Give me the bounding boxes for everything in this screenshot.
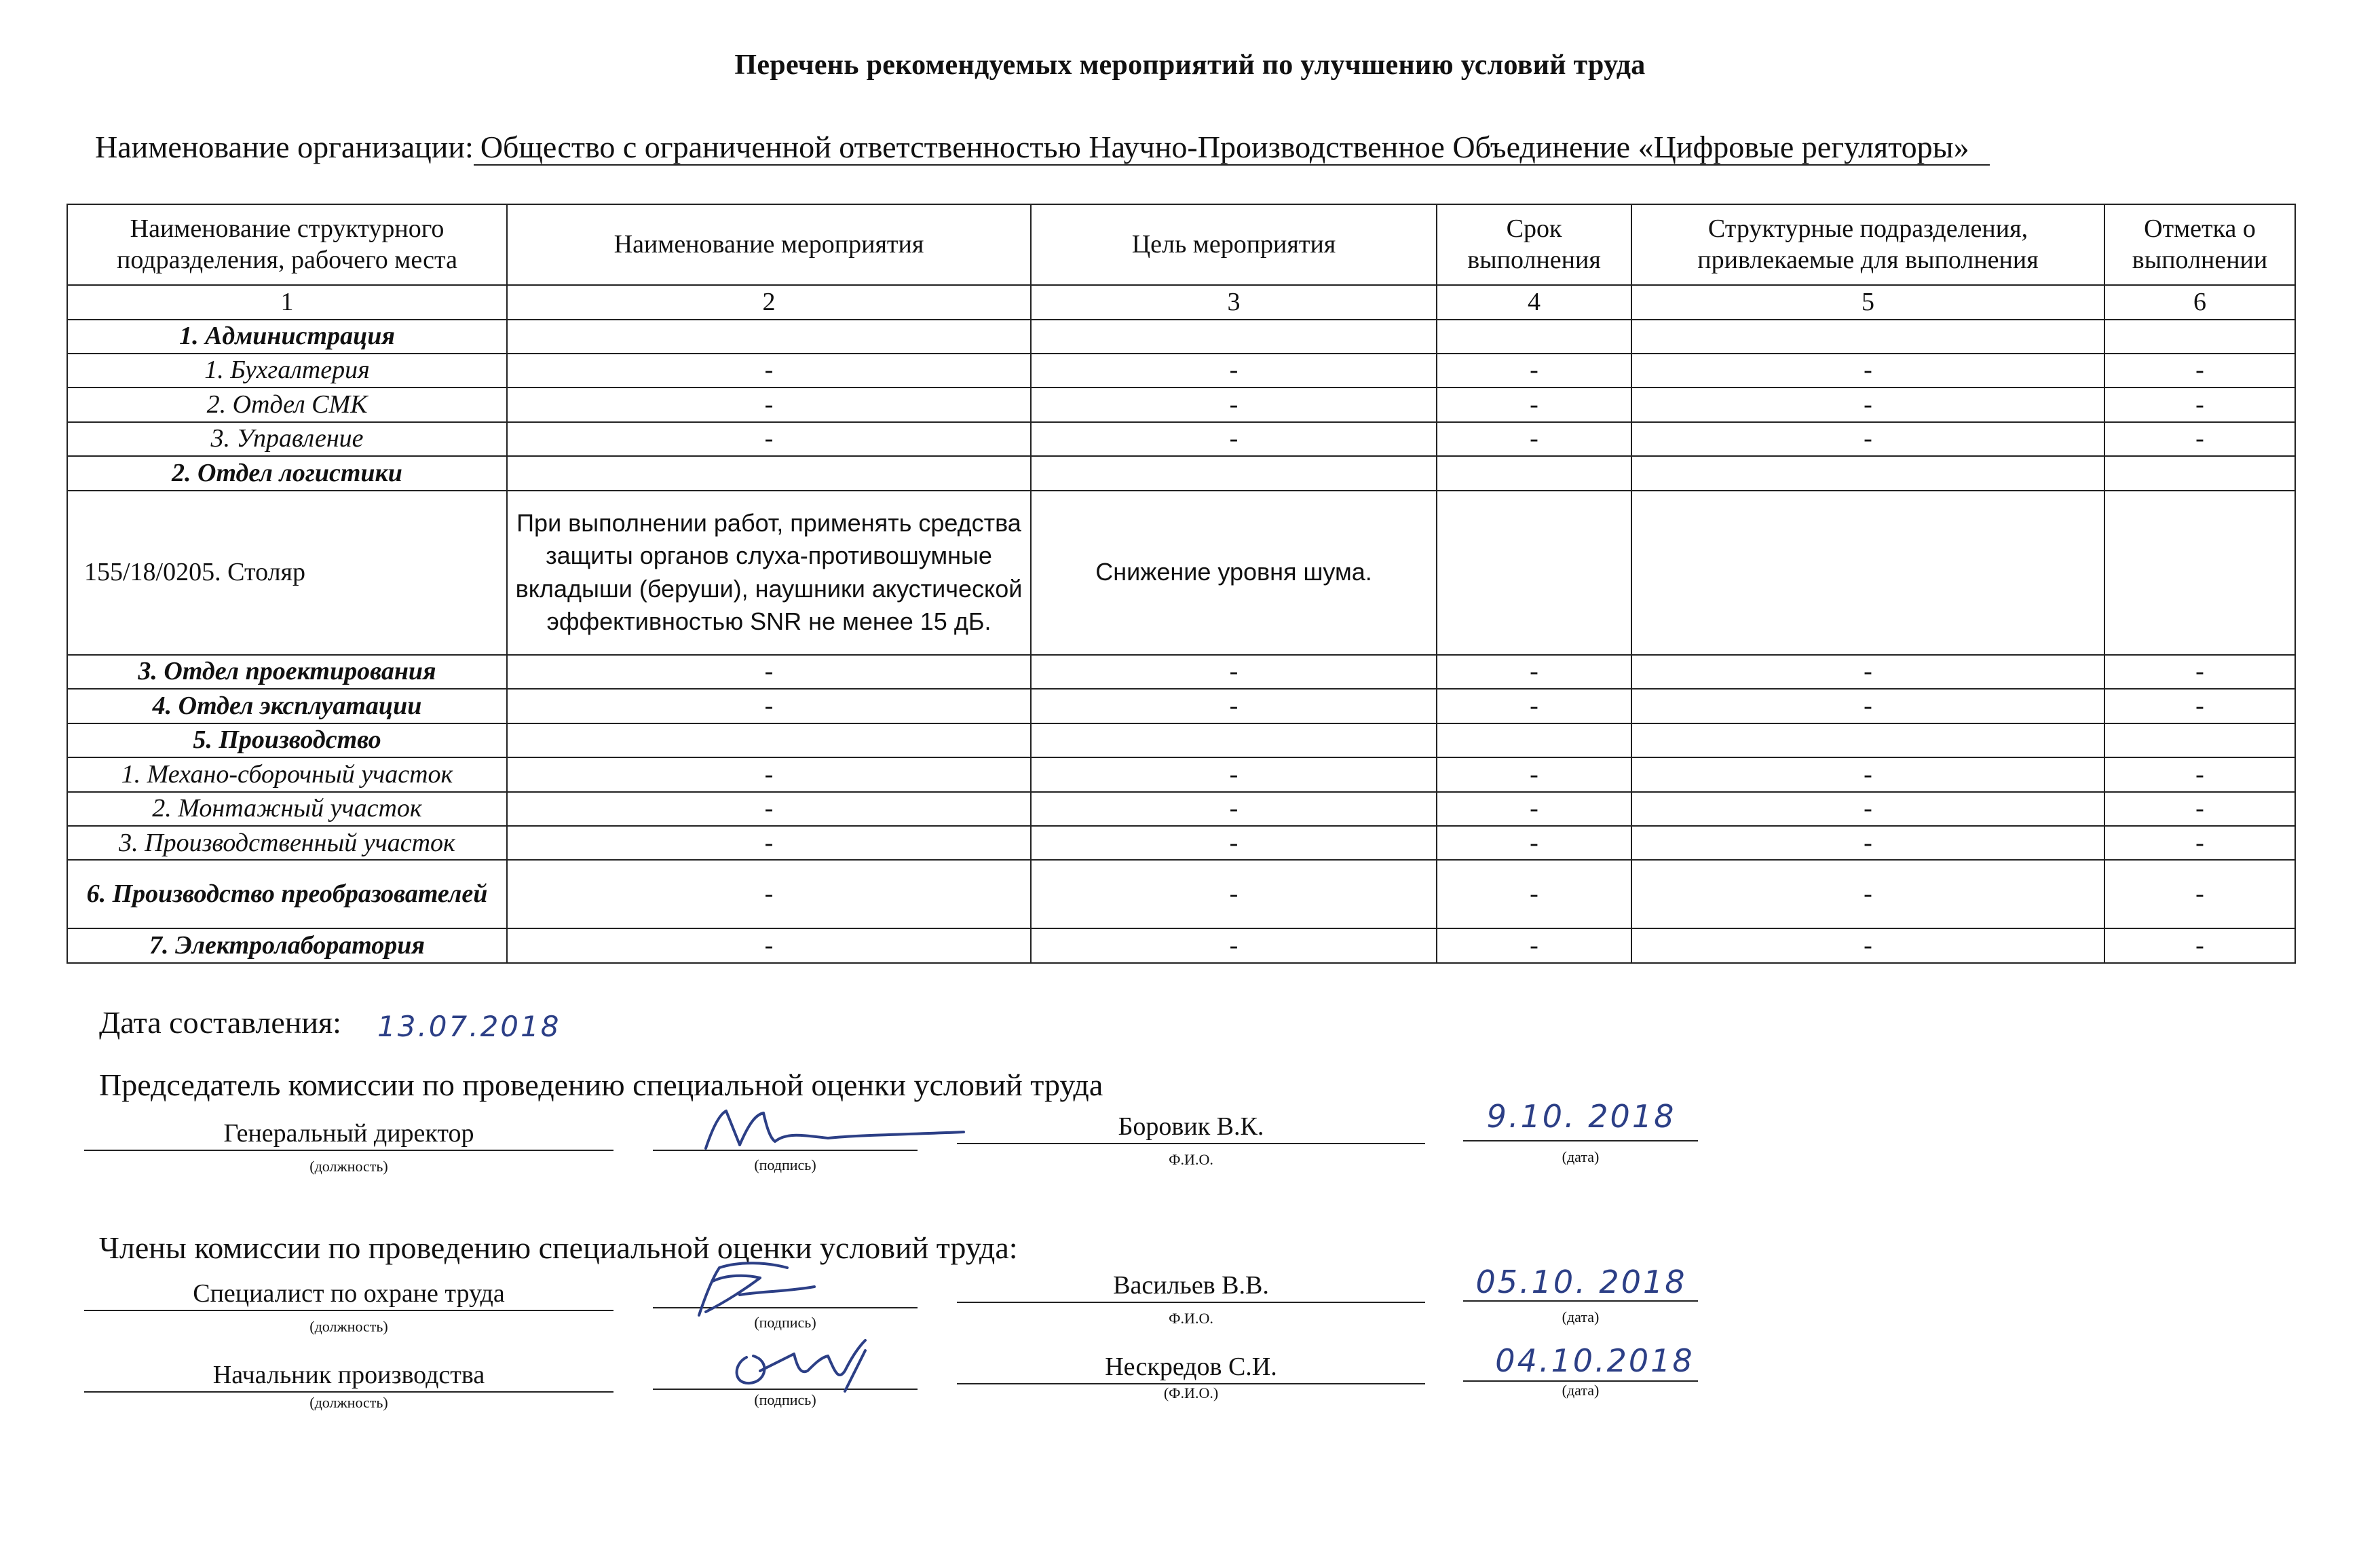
unit-name: 3. Производственный участок bbox=[67, 826, 507, 860]
fio-line bbox=[957, 1143, 1425, 1144]
table-header-row bbox=[67, 204, 2295, 285]
member-position: Специалист по охране труда bbox=[193, 1279, 505, 1308]
table-cell: - bbox=[2104, 928, 2295, 963]
table-row bbox=[67, 792, 2295, 826]
table-cell: - bbox=[507, 354, 1031, 388]
table-cell bbox=[507, 320, 1031, 354]
chairman-label: Председатель комиссии по проведению специальной оценки условий труда bbox=[99, 1068, 1103, 1102]
header-cell: Структурные подразделения, привлекаемые для выполнения bbox=[1631, 204, 2104, 285]
table-cell bbox=[1631, 320, 2104, 354]
table-cell: - bbox=[1631, 388, 2104, 421]
table-cell: - bbox=[1631, 422, 2104, 456]
organization-name: Общество с ограниченной ответственностью Научно-Производственное Объединение «Цифровые регуляторы» bbox=[474, 130, 1990, 166]
members-label: Члены комиссии по проведению специальной оценки условий труда: bbox=[99, 1230, 1018, 1265]
table-cell: - bbox=[1031, 928, 1437, 963]
measures-table bbox=[67, 204, 2296, 964]
unit-name: 3. Управление bbox=[67, 422, 507, 456]
table-cell bbox=[2104, 491, 2295, 655]
chairman-fio: Боровик В.К. bbox=[1118, 1112, 1264, 1141]
section-name: 4. Отдел эксплуатации bbox=[67, 689, 507, 723]
table-cell bbox=[1631, 491, 2104, 655]
header-cell: Отметка о выполнении bbox=[2104, 204, 2295, 285]
fio-caption: (Ф.И.О.) bbox=[1163, 1384, 1219, 1401]
table-row bbox=[67, 826, 2295, 860]
measure-text: При выполнении работ, применять средства защиты органов слуха-противошумные вкладыши (беруши), наушники акустической эффективностью SNR не менее 15 дБ. bbox=[507, 491, 1031, 655]
chairman-signature bbox=[699, 1101, 970, 1162]
table-cell: - bbox=[1437, 826, 1631, 860]
table-cell: - bbox=[2104, 388, 2295, 421]
table-cell: - bbox=[1437, 860, 1631, 928]
section-name: 5. Производство bbox=[67, 723, 507, 757]
organization-row bbox=[95, 129, 1990, 165]
section-name: 1. Администрация bbox=[67, 320, 507, 354]
signature-caption: (подпись) bbox=[754, 1391, 816, 1408]
table-cell: - bbox=[1031, 354, 1437, 388]
table-row bbox=[67, 422, 2295, 456]
table-cell: - bbox=[2104, 757, 2295, 791]
table-cell: - bbox=[1031, 388, 1437, 421]
table-cell: - bbox=[2104, 826, 2295, 860]
table-cell bbox=[1437, 491, 1631, 655]
table-cell: - bbox=[1631, 757, 2104, 791]
table-row bbox=[67, 320, 2295, 354]
unit-name: 1. Механо-сборочный участок bbox=[67, 757, 507, 791]
table-cell bbox=[1437, 320, 1631, 354]
table-cell: - bbox=[1437, 655, 1631, 689]
position-caption: (должность) bbox=[309, 1158, 388, 1175]
date-line bbox=[1463, 1140, 1698, 1141]
header-cell: Наименование мероприятия bbox=[507, 204, 1031, 285]
table-cell: - bbox=[1631, 860, 2104, 928]
position-line bbox=[84, 1391, 613, 1393]
table-cell: - bbox=[1031, 860, 1437, 928]
date-caption: (дата) bbox=[1562, 1308, 1600, 1325]
table-cell: - bbox=[507, 689, 1031, 723]
chairman-date: 9.10. 2018 bbox=[1486, 1098, 1676, 1135]
table-cell: - bbox=[1437, 422, 1631, 456]
column-number-row bbox=[67, 285, 2295, 319]
fio-line bbox=[957, 1302, 1425, 1303]
table-cell bbox=[507, 723, 1031, 757]
table-cell bbox=[1031, 456, 1437, 490]
member-fio: Нескредов С.И. bbox=[1105, 1353, 1277, 1381]
table-cell: - bbox=[2104, 422, 2295, 456]
member-signature bbox=[685, 1254, 848, 1322]
table-cell: - bbox=[1031, 792, 1437, 826]
section-name: 6. Производство преобразователей bbox=[67, 860, 507, 928]
table-cell bbox=[1031, 723, 1437, 757]
table-cell bbox=[507, 456, 1031, 490]
table-row bbox=[67, 491, 2295, 655]
table-cell: - bbox=[507, 792, 1031, 826]
table-cell: - bbox=[1631, 354, 2104, 388]
table-row bbox=[67, 354, 2295, 388]
table-row bbox=[67, 757, 2295, 791]
member-position: Начальник производства bbox=[212, 1361, 485, 1389]
table-cell bbox=[2104, 723, 2295, 757]
table-row bbox=[67, 456, 2295, 490]
date-value: 13.07.2018 bbox=[377, 1010, 561, 1043]
position-line bbox=[84, 1310, 613, 1311]
table-row bbox=[67, 860, 2295, 928]
table-cell: - bbox=[507, 928, 1031, 963]
table-cell: - bbox=[1631, 826, 2104, 860]
member-signature bbox=[719, 1330, 882, 1398]
date-caption: (дата) bbox=[1562, 1148, 1600, 1165]
unit-name: 2. Монтажный участок bbox=[67, 792, 507, 826]
section-name: 2. Отдел логистики bbox=[67, 456, 507, 490]
member-date: 04.10.2018 bbox=[1495, 1342, 1695, 1379]
table-row bbox=[67, 928, 2295, 963]
table-cell: - bbox=[1031, 826, 1437, 860]
unit-name: 1. Бухгалтерия bbox=[67, 354, 507, 388]
table-cell bbox=[1031, 320, 1437, 354]
table-cell bbox=[1437, 456, 1631, 490]
signature-caption: (подпись) bbox=[754, 1314, 816, 1331]
date-label: Дата составления: bbox=[99, 1005, 341, 1040]
unit-name: 2. Отдел СМК bbox=[67, 388, 507, 421]
table-cell: - bbox=[507, 422, 1031, 456]
table-cell: - bbox=[507, 826, 1031, 860]
table-cell: - bbox=[1631, 689, 2104, 723]
table-cell: - bbox=[2104, 792, 2295, 826]
table-cell bbox=[2104, 456, 2295, 490]
table-cell: - bbox=[507, 388, 1031, 421]
table-cell: - bbox=[1631, 655, 2104, 689]
workplace-name: 155/18/0205. Столяр bbox=[67, 491, 507, 655]
position-line bbox=[84, 1150, 613, 1151]
table-cell bbox=[1631, 723, 2104, 757]
table-row bbox=[67, 723, 2295, 757]
fio-caption: Ф.И.О. bbox=[1169, 1151, 1213, 1168]
column-number: 3 bbox=[1031, 285, 1437, 319]
table-cell: - bbox=[1031, 689, 1437, 723]
table-cell: - bbox=[1437, 354, 1631, 388]
table-cell: - bbox=[1437, 388, 1631, 421]
member-date: 05.10. 2018 bbox=[1475, 1264, 1687, 1300]
table-cell: - bbox=[1631, 928, 2104, 963]
table-cell: - bbox=[507, 655, 1031, 689]
table-cell: - bbox=[507, 757, 1031, 791]
table-row bbox=[67, 689, 2295, 723]
position-caption: (должность) bbox=[309, 1394, 388, 1411]
table-cell: - bbox=[1437, 792, 1631, 826]
table-cell: - bbox=[1437, 689, 1631, 723]
table-cell: - bbox=[2104, 689, 2295, 723]
column-number: 2 bbox=[507, 285, 1031, 319]
table-cell: - bbox=[1437, 757, 1631, 791]
section-name: 3. Отдел проектирования bbox=[67, 655, 507, 689]
table-cell bbox=[1631, 456, 2104, 490]
fio-caption: Ф.И.О. bbox=[1169, 1310, 1213, 1327]
column-number: 6 bbox=[2104, 285, 2295, 319]
date-caption: (дата) bbox=[1562, 1382, 1600, 1399]
document-title: Перечень рекомендуемых мероприятий по улучшению условий труда bbox=[734, 50, 1646, 81]
organization-label: Наименование организации: bbox=[95, 130, 474, 164]
chairman-position: Генеральный директор bbox=[223, 1119, 474, 1148]
header-cell: Срок выполнения bbox=[1437, 204, 1631, 285]
table-cell: - bbox=[1031, 655, 1437, 689]
header-cell: Наименование структурного подразделения, рабочего места bbox=[67, 204, 507, 285]
member-fio: Васильев В.В. bbox=[1113, 1271, 1269, 1300]
table-cell bbox=[2104, 320, 2295, 354]
table-cell bbox=[1437, 723, 1631, 757]
table-cell: - bbox=[507, 860, 1031, 928]
table-row bbox=[67, 388, 2295, 421]
measure-goal: Снижение уровня шума. bbox=[1031, 491, 1437, 655]
table-cell: - bbox=[1631, 792, 2104, 826]
table-cell: - bbox=[1031, 757, 1437, 791]
date-line bbox=[1463, 1300, 1698, 1302]
column-number: 4 bbox=[1437, 285, 1631, 319]
section-name: 7. Электролаборатория bbox=[67, 928, 507, 963]
position-caption: (должность) bbox=[309, 1318, 388, 1335]
table-cell: - bbox=[1437, 928, 1631, 963]
table-row bbox=[67, 655, 2295, 689]
header-cell: Цель мероприятия bbox=[1031, 204, 1437, 285]
signature-caption: (подпись) bbox=[754, 1156, 816, 1173]
column-number: 5 bbox=[1631, 285, 2104, 319]
table-cell: - bbox=[1031, 422, 1437, 456]
column-number: 1 bbox=[67, 285, 507, 319]
table-cell: - bbox=[2104, 860, 2295, 928]
table-cell: - bbox=[2104, 655, 2295, 689]
table-cell: - bbox=[2104, 354, 2295, 388]
